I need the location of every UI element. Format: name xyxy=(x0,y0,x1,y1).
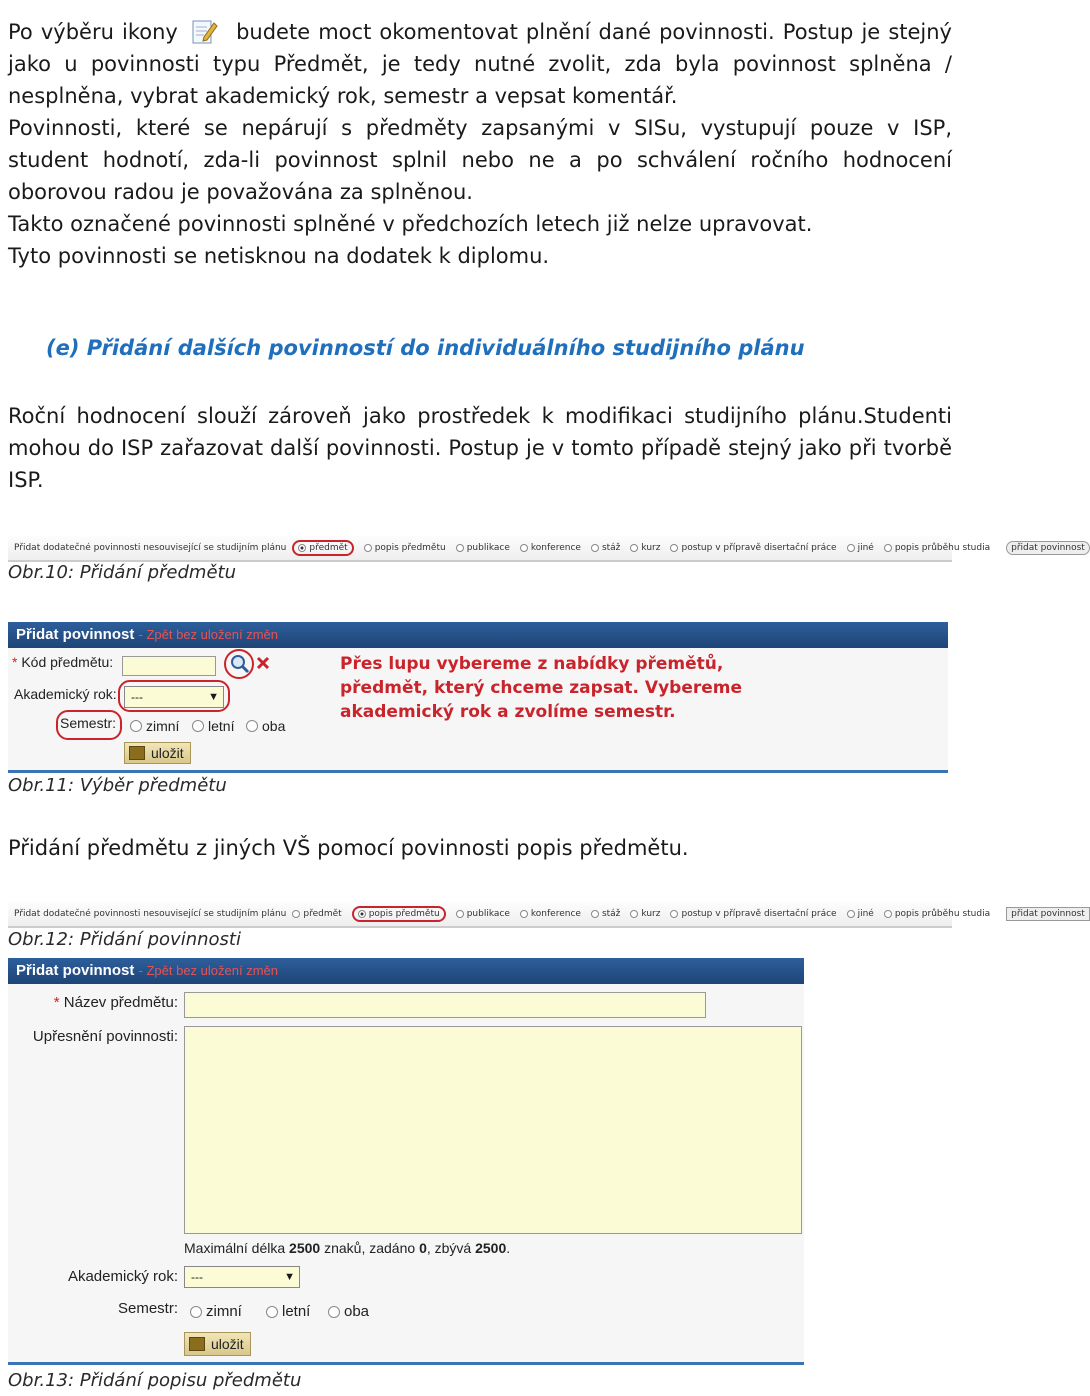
option-other[interactable] xyxy=(847,543,874,553)
option-course-training[interactable] xyxy=(630,543,660,553)
add-obligation-button[interactable]: přidat povinnost xyxy=(1006,907,1090,921)
figure-caption-13: Obr.13: Přidání popisu předmětu xyxy=(8,1370,302,1391)
option-label: jiné xyxy=(857,543,874,553)
academic-year-highlight xyxy=(118,680,230,712)
obligation-type-bar-2 xyxy=(8,902,1085,928)
radio-dot-icon xyxy=(358,910,366,918)
semester-option-winter[interactable]: zimní xyxy=(130,718,179,734)
option-label: publikace xyxy=(466,909,510,919)
obligation-spec-textarea[interactable] xyxy=(184,1026,802,1234)
academic-year-value: --- xyxy=(191,1270,203,1284)
semester-option-both[interactable]: oba xyxy=(328,1303,369,1320)
option-label: popis průběhu studia xyxy=(894,909,991,919)
semester-label: Semestr: xyxy=(60,715,117,731)
dropdown-arrow-icon: ▼ xyxy=(284,1271,295,1283)
clear-icon[interactable] xyxy=(254,654,272,672)
option-label: popis předmětu xyxy=(368,909,440,919)
max-length-value: 2500 xyxy=(289,1240,321,1256)
previous-years-paragraph: Takto označené povinnosti splněné v předchozích letech již nelze upravovat. xyxy=(8,212,813,236)
semester-option-winter[interactable]: zimní xyxy=(190,1303,242,1320)
radio-dot-icon xyxy=(192,720,204,732)
obligation-spec-label: Upřesnění povinnosti: xyxy=(32,1028,178,1045)
entered-count: 0 xyxy=(419,1240,427,1256)
obligation-bar-lead: Přidat dodatečné povinnosti nesouvisející se studijním plánu xyxy=(14,543,287,553)
radio-dot-icon xyxy=(884,910,892,918)
radio-dot-icon xyxy=(456,910,464,918)
intro-paragraph xyxy=(8,16,952,112)
intro-after-icon: budete moct okomentovat plnění dané povinnosti. Postup je stejný jako u povinnosti typu Předmět, je tedy nutné zvolit, zda byla povinnost splněna / nesplněna, vybrat akademický rok, semestr a vepsat komentář. xyxy=(8,20,952,108)
obligation-bar-lead: Přidat dodatečné povinnosti nesouvisející se studijním plánu xyxy=(14,909,287,919)
option-label: publikace xyxy=(466,543,510,553)
back-without-saving-link[interactable]: Zpět bez uložení změn xyxy=(146,627,278,642)
radio-dot-icon xyxy=(130,720,142,732)
option-conference[interactable] xyxy=(520,543,581,553)
option-dissertation-progress[interactable] xyxy=(670,909,836,919)
radio-dot-icon xyxy=(364,544,372,552)
option-dissertation-progress[interactable] xyxy=(670,543,836,553)
option-label: popis průběhu studia xyxy=(894,543,991,553)
unpaired-obligations-paragraph: Povinnosti, které se nepárují s předměty zapsanými v SISu, vystupují pouze v ISP, student hodnotí, zda-li povinnost splnil nebo ne a po schválení ročního hodnocení oborovou radou je považována za splněnou. xyxy=(8,116,952,204)
course-code-input[interactable] xyxy=(122,656,216,676)
edit-note-icon xyxy=(190,17,218,45)
radio-dot-icon xyxy=(630,544,638,552)
option-label: konference xyxy=(530,543,581,553)
add-obligation-button[interactable]: přidat povinnost xyxy=(1006,541,1090,555)
course-code-label: * Kód předmětu: xyxy=(12,654,114,670)
option-label: předmět xyxy=(309,543,348,553)
option-label: jiné xyxy=(857,909,874,919)
radio-dot-icon xyxy=(266,1306,278,1318)
option-study-progress[interactable] xyxy=(884,543,990,553)
radio-dot-icon xyxy=(520,544,528,552)
option-course-description[interactable] xyxy=(364,543,446,553)
option-internship[interactable] xyxy=(591,909,620,919)
radio-dot-icon xyxy=(292,910,300,918)
radio-dot-icon xyxy=(670,544,678,552)
figure-caption-12: Obr.12: Přidání povinnosti xyxy=(8,929,241,950)
option-study-progress[interactable] xyxy=(884,909,990,919)
radio-dot-icon xyxy=(847,544,855,552)
save-icon xyxy=(189,1337,205,1351)
option-label: kurz xyxy=(641,543,661,553)
option-internship[interactable] xyxy=(591,543,620,553)
max-length-info: Maximální délka 2500 znaků, zadáno 0, zbývá 2500. xyxy=(184,1240,511,1256)
radio-dot-icon xyxy=(670,910,678,918)
radio-dot-icon xyxy=(630,910,638,918)
semester-option-summer[interactable]: letní xyxy=(192,718,234,734)
search-highlight xyxy=(224,649,254,679)
intro-before-icon: Po výběru ikony xyxy=(8,20,178,44)
radio-dot-icon xyxy=(190,1306,202,1318)
back-without-saving-link[interactable]: Zpět bez uložení změn xyxy=(146,963,278,978)
save-icon xyxy=(129,746,145,760)
option-label: stáž xyxy=(601,909,621,919)
diploma-supplement-paragraph: Tyto povinnosti se netisknou na dodatek k diplomu. xyxy=(8,244,550,268)
save-button[interactable]: uložit xyxy=(124,742,191,764)
radio-dot-icon xyxy=(328,1306,340,1318)
option-label: stáž xyxy=(601,543,621,553)
option-course-training[interactable] xyxy=(630,909,660,919)
form-title: Přidat povinnost xyxy=(16,962,135,979)
course-name-label: * Název předmětu: xyxy=(53,994,178,1011)
form-title: Přidat povinnost xyxy=(16,626,135,643)
option-course[interactable] xyxy=(292,540,353,556)
radio-dot-icon xyxy=(456,544,464,552)
semester-option-both[interactable]: oba xyxy=(246,718,285,734)
add-obligation-form-description xyxy=(8,958,804,1365)
radio-dot-icon xyxy=(847,910,855,918)
radio-dot-icon xyxy=(591,910,599,918)
option-course-description[interactable] xyxy=(352,906,446,922)
obligation-type-bar xyxy=(8,536,1085,562)
figure-caption-11: Obr.11: Výběr předmětu xyxy=(8,775,227,796)
option-label: postup v přípravě disertační práce xyxy=(681,909,837,919)
option-label: popis předmětu xyxy=(374,543,446,553)
section-heading: (e) Přidání dalších povinností do individuálního studijního plánu xyxy=(46,336,805,360)
form-title-bar: Přidat povinnost - Zpět bez uložení změn xyxy=(8,622,948,648)
radio-dot-icon xyxy=(520,910,528,918)
instruction-note: Přes lupu vybereme z nabídky přemětů, předmět, který chceme zapsat. Vybereme akademický rok a zvolíme semestr. xyxy=(340,654,743,722)
radio-dot-icon xyxy=(884,544,892,552)
remaining-count: 2500 xyxy=(475,1240,507,1256)
academic-year-label: Akademický rok: xyxy=(67,1268,178,1285)
radio-dot-icon xyxy=(246,720,258,732)
option-label: předmět xyxy=(303,909,342,919)
option-other[interactable] xyxy=(847,909,874,919)
option-publication[interactable] xyxy=(456,909,510,919)
option-label: kurz xyxy=(641,909,661,919)
add-obligation-form-course xyxy=(8,622,948,773)
academic-year-select[interactable] xyxy=(184,1266,300,1288)
save-button[interactable]: uložit xyxy=(184,1332,251,1356)
radio-dot-icon xyxy=(591,544,599,552)
academic-year-label: Akademický rok: xyxy=(14,686,117,702)
course-name-input[interactable] xyxy=(184,992,706,1018)
semester-label: Semestr: xyxy=(117,1300,178,1317)
option-label: konference xyxy=(530,909,581,919)
option-publication[interactable] xyxy=(456,543,510,553)
radio-dot-icon xyxy=(298,544,306,552)
other-school-course-paragraph: Přidání předmětu z jiných VŠ pomocí povinnosti popis předmětu. xyxy=(8,836,689,860)
option-label: postup v přípravě disertační práce xyxy=(681,543,837,553)
option-course[interactable] xyxy=(292,909,341,919)
figure-caption-10: Obr.10: Přidání předmětu xyxy=(8,562,236,583)
option-conference[interactable] xyxy=(520,909,581,919)
dropdown-arrow-icon: ▼ xyxy=(208,691,219,703)
academic-year-value: --- xyxy=(131,690,143,704)
semester-option-summer[interactable]: letní xyxy=(266,1303,310,1320)
annual-review-paragraph: Roční hodnocení slouží zároveň jako prostředek k modifikaci studijního plánu.Studenti mohou do ISP zařazovat další povinnosti. Postup je v tomto případě stejný jako při tvorbě ISP. xyxy=(8,404,952,492)
form-title-bar: Přidat povinnost - Zpět bez uložení změn xyxy=(8,958,804,984)
